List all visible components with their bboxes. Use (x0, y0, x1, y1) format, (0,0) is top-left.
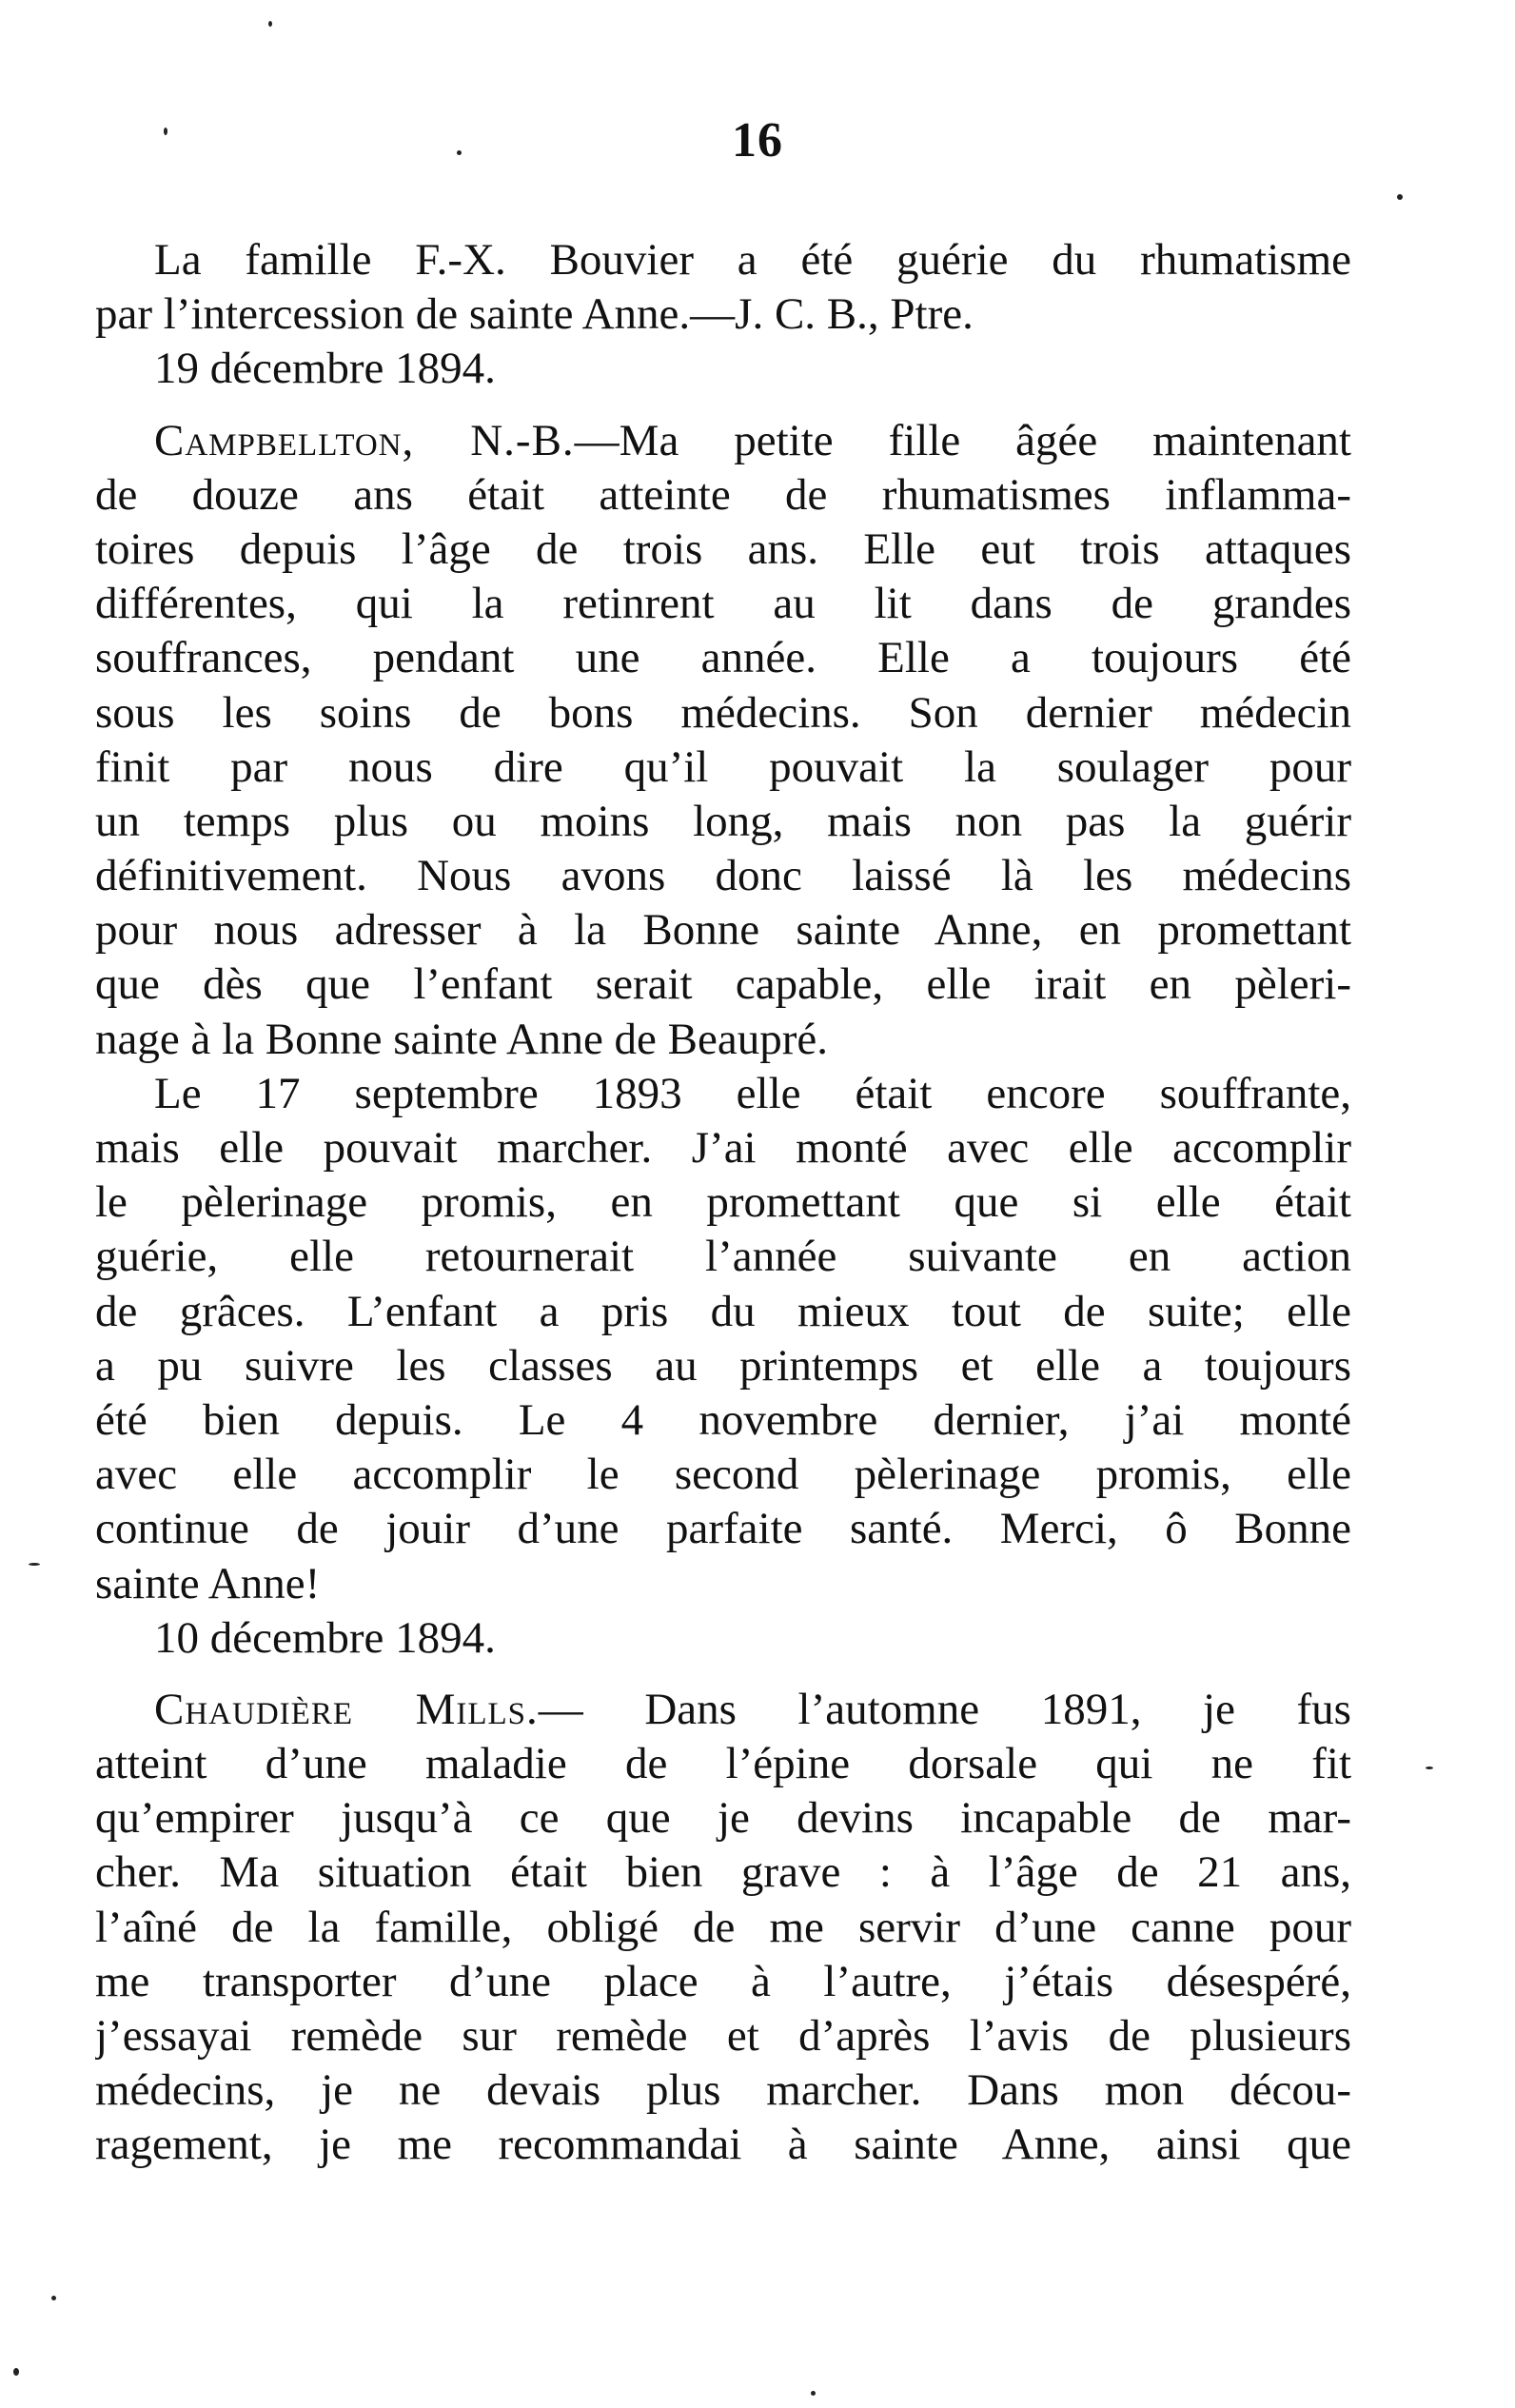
text-line: toires depuis l’âge de trois ans. Elle eut trois attaques (95, 523, 1351, 574)
text-line (95, 1683, 1351, 1737)
text-line: me transporter d’une place à l’autre, j’étais désespéré, (95, 1956, 1351, 2006)
text-line: nage à la Bonne sainte Anne de Beaupré. (95, 1014, 828, 1064)
place-name: Chaudière Mills. (154, 1684, 539, 1734)
text-line: ragement, je me recommandai à sainte Anne, ainsi que (95, 2120, 1351, 2170)
scan-speck (13, 2368, 19, 2376)
text-line: par l’intercession de sainte Anne.—J. C. B., Ptre. (95, 289, 974, 340)
paragraph-gap (95, 397, 1351, 414)
page-number: 16 (732, 113, 783, 168)
body-text (95, 233, 1351, 2173)
place-name: Campbellton, N.-B. (154, 415, 575, 465)
text-line: de douze ans était atteinte de rhumatismes inflamma- (95, 469, 1351, 520)
text-line: sous les soins de bons médecins. Son dernier médecin (95, 687, 1351, 738)
text-line-rest: —Ma petite fille âgée maintenant (574, 415, 1351, 465)
text-line: La famille F.-X. Bouvier a été guérie du rhumatisme (154, 235, 1351, 285)
text-line: le pèlerinage promis, en promettant que si elle était (95, 1177, 1351, 1228)
text-line-rest: — Dans l’automne 1891, je fus (538, 1684, 1351, 1734)
text-line: définitivement. Nous avons donc laissé là les médecins (95, 851, 1351, 901)
text-line: j’essayai remède sur remède et d’après l’avis de plusieurs (95, 2011, 1351, 2061)
paragraph-campbellton (95, 414, 1351, 1666)
scan-speck (1397, 194, 1403, 200)
text-line: guérie, elle retournerait l’année suivante en action (95, 1232, 1351, 1282)
scan-speck (29, 1563, 40, 1566)
text-line: cher. Ma situation était bien grave : à l’âge de 21 ans, (95, 1847, 1351, 1898)
scan-speck (268, 21, 272, 27)
text-line: pour nous adresser à la Bonne sainte Anne, en promettant (95, 905, 1351, 956)
paragraph-gap (95, 1666, 1351, 1683)
dateline: 10 décembre 1894. (154, 1612, 496, 1663)
text-line: finit par nous dire qu’il pouvait la soulager pour (95, 741, 1351, 792)
scan-speck (1426, 1767, 1433, 1769)
dateline: 19 décembre 1894. (154, 344, 496, 394)
scan-speck (457, 150, 462, 155)
text-line: avec elle accomplir le second pèlerinage promis, elle (95, 1450, 1351, 1500)
text-line: atteint d’une maladie de l’épine dorsale qui ne fit (95, 1739, 1351, 1789)
text-line: continue de jouir d’une parfaite santé. Merci, ô Bonne (95, 1504, 1351, 1554)
text-line: été bien depuis. Le 4 novembre dernier, j’ai monté (95, 1394, 1351, 1445)
scan-speck (811, 2391, 816, 2396)
text-line: Le 17 septembre 1893 elle était encore souffrante, (154, 1068, 1351, 1118)
text-line: que dès que l’enfant serait capable, elle irait en pèleri- (95, 959, 1351, 1010)
text-line: sainte Anne! (95, 1558, 321, 1609)
text-line: a pu suivre les classes au printemps et elle a toujours (95, 1340, 1351, 1391)
text-line (95, 414, 1351, 468)
scan-speck (51, 2296, 56, 2300)
text-line: souffrances, pendant une année. Elle a toujours été (95, 633, 1351, 683)
paragraph-chaudiere-mills (95, 1683, 1351, 2173)
text-line: mais elle pouvait marcher. J’ai monté avec elle accomplir (95, 1123, 1351, 1173)
scan-speck (164, 128, 167, 135)
text-line: l’aîné de la famille, obligé de me servir d’une canne pour (95, 1902, 1351, 1952)
text-line: un temps plus ou moins long, mais non pas la guérir (95, 796, 1351, 846)
text-line: qu’empirer jusqu’à ce que je devins incapable de mar- (95, 1793, 1351, 1844)
text-line: différentes, qui la retinrent au lit dans de grandes (95, 579, 1351, 629)
text-line: médecins, je ne devais plus marcher. Dans mon décou- (95, 2065, 1351, 2116)
paragraph-bouvier (95, 233, 1351, 397)
text-line: de grâces. L’enfant a pris du mieux tout de suite; elle (95, 1286, 1351, 1336)
